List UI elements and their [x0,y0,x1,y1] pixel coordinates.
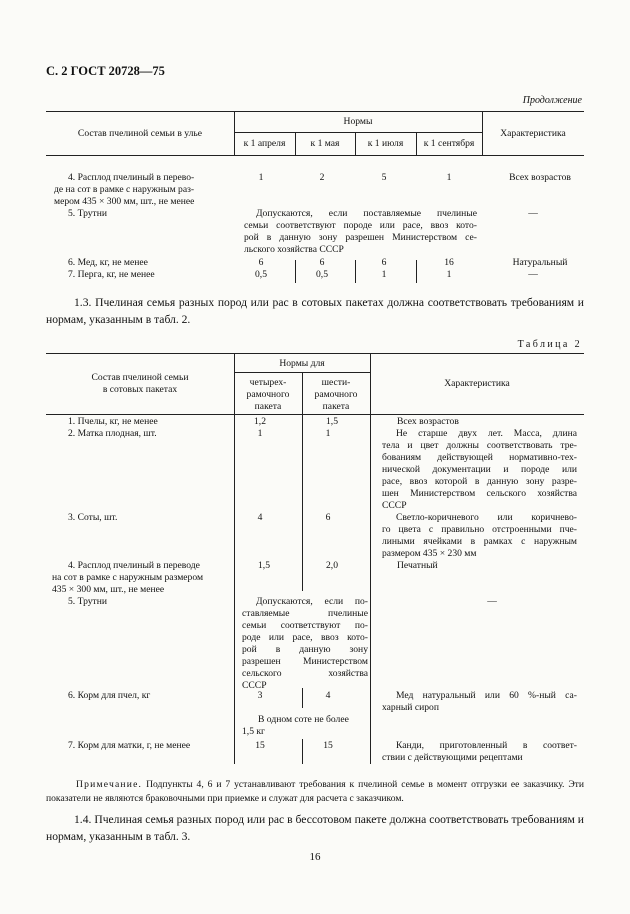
t2-characteristic: харный сироп [382,702,439,713]
t2-characteristic: СССР [382,500,407,511]
t2-merged-text: разрешен Министерством [242,656,368,667]
t1-value: 1 [381,269,387,280]
t1-header-characteristic: Характеристика [500,128,566,139]
t2-characteristic: — [487,596,497,607]
t1-date: к 1 сентября [423,138,475,149]
paragraph-1-4: 1.4. Пчелиная семья разных пород или рас в бессотовом пакете должна соответствовать требованиям и нормам, указанным в табл. 3. [46,813,584,843]
continuation-label: Продолжение [522,95,582,106]
t2-merged-text: Допускаются, если по- [256,596,368,607]
t2-row-name: на сот в рамке с наружным размером [52,572,204,583]
t2-value-six: 1 [325,428,331,439]
table-note [46,778,584,806]
t2-row-name: 3. Соты, шт. [68,512,118,523]
t1-row-name: 5. Трутни [68,208,108,219]
t2-merged-text: сельского хозяйства [242,668,368,679]
t2-value-four: 3 [257,690,263,701]
t1-value: 1 [446,172,452,183]
table-2-label: Таблица 2 [517,339,582,350]
note-text: Подпункты 4, 6 и 7 устанавливают требования к пчелиной семье в момент отгрузки ее заказчику. Эти показатели не являются браковочными при приемке и служат для расчета с заказчиком. [46,779,584,804]
t1-characteristic: — [528,269,538,280]
t1-value: 2 [319,172,325,183]
t1-merged-text: семьи соответствуют породе или расе, ввоз кото- [244,220,477,231]
t2-row-name: 5. Трутни [68,596,108,607]
t2-row-name: 7. Корм для матки, г, не менее [68,740,191,751]
t1-value: 1 [258,172,264,183]
t2-value-six: 1,5 [326,416,338,427]
t2-value-four: 1 [257,428,263,439]
t2-header-composition: Состав пчелиной семьи [91,372,189,383]
page-number: 16 [309,851,321,863]
t2-header-composition: в сотовых пакетах [102,384,178,395]
t2-extra-note: В одном соте не более [258,714,349,725]
note-label: Примечание. [76,779,143,790]
page-header: С. 2 ГОСТ 20728—75 [46,64,165,78]
t2-row-name: 6. Корм для пчел, кг [68,690,151,701]
t2-header-characteristic: Характеристика [444,378,510,389]
t1-header-norms: Нормы [343,116,373,127]
t2-characteristic: лиными ячейками в рамках с наружным [382,536,577,547]
t1-value: 0,5 [316,269,328,280]
t2-value-six: 6 [325,512,331,523]
t2-characteristic: размером 435 × 230 мм [382,548,477,559]
t2-merged-text: роде или расе, ввоз кото- [242,632,368,643]
t2-value-six: 4 [325,690,331,701]
t1-merged-text: рой в данную зону разрешен Министерством се- [244,232,477,243]
t1-date: к 1 апреля [243,138,286,149]
t2-characteristic: бованиям действующей нормативно-тех- [382,452,577,463]
t2-row-name: 435 × 300 мм, шт., не менее [52,584,165,595]
t2-characteristic: ствии с действующими рецептами [382,752,523,763]
t1-row-name: 7. Перга, кг, не менее [68,269,155,280]
t1-value: 1 [446,269,452,280]
t2-characteristic: Мед натуральный или 60 %-ный са- [396,690,577,701]
t1-value: 6 [258,257,264,268]
t2-row-name: 4. Расплод пчелиный в переводе [68,560,200,571]
t1-characteristic: — [528,208,538,219]
t2-characteristic: нической документации и породе или [382,464,577,475]
t2-characteristic: расе, ввоз которой в данную зону разре- [382,476,577,487]
t1-header-composition: Состав пчелиной семьи в улье [77,128,203,139]
t2-characteristic: Печатный [397,560,438,571]
t1-row-name: 4. Расплод пчелиный в перево- [68,172,195,183]
t2-value-six: 2,0 [326,560,338,571]
t2-characteristic: шен Министерством сельского хозяйства [382,488,577,499]
t2-merged-text: семьи соответствуют по- [242,620,368,631]
t1-value: 0,5 [255,269,267,280]
t1-value: 6 [381,257,387,268]
t2-characteristic: Светло-коричневого или коричнево- [396,512,577,523]
t2-characteristic: Канди, приготовленный в соответ- [396,740,577,751]
t1-row-name: 6. Мед, кг, не менее [68,257,148,268]
t2-characteristic: го цвета с правильно отстроенными пче- [382,524,577,535]
t2-header-four: четырех- [249,377,287,388]
t1-value: 5 [381,172,387,183]
t1-characteristic: Натуральный [512,257,568,268]
t2-header-norms: Нормы для [279,358,325,369]
t2-header-four: рамочного [246,389,290,400]
t2-value-four: 15 [255,740,265,751]
t1-merged-text: Допускаются, если поставляемые пчелиные [256,208,477,219]
t1-value: 6 [319,257,325,268]
t2-row-name: 1. Пчелы, кг, не менее [68,416,158,427]
t2-characteristic: тела и цвет должны соответствовать тре- [382,440,577,451]
t1-date: к 1 мая [310,138,340,149]
t2-header-four: пакета [254,401,282,412]
t2-merged-text: СССР [242,680,267,691]
t2-value-four: 1,5 [258,560,270,571]
t1-characteristic: Всех возрастов [509,172,571,183]
t2-row-name: 2. Матка плодная, шт. [68,428,157,439]
t2-merged-text: ставляемые пчелиные [242,608,368,619]
t2-header-six: рамочного [314,389,358,400]
t1-row-name: де на сот в рамке с наружным раз- [54,184,195,195]
t2-characteristic: Не старше двух лет. Масса, длина [396,428,577,439]
t2-header-six: пакета [322,401,350,412]
t2-header-six: шести- [321,377,351,388]
t2-characteristic: Всех возрастов [397,416,459,427]
t1-date: к 1 июля [367,138,404,149]
t2-extra-note: 1,5 кг [242,726,265,737]
t2-merged-text: рой в данную зону [242,644,368,655]
t1-value: 16 [444,257,454,268]
t1-merged-text: льского хозяйства СССР [244,244,344,255]
paragraph-1-3: 1.3. Пчелиная семья разных пород или рас в сотовых пакетах должна соответствовать требованиям и нормам, указанным в табл. 2. [46,296,584,326]
t2-value-four: 4 [257,512,263,523]
t1-row-name: мером 435 × 300 мм, шт., не менее [54,196,195,207]
t2-value-six: 15 [323,740,333,751]
t2-value-four: 1,2 [254,416,266,427]
